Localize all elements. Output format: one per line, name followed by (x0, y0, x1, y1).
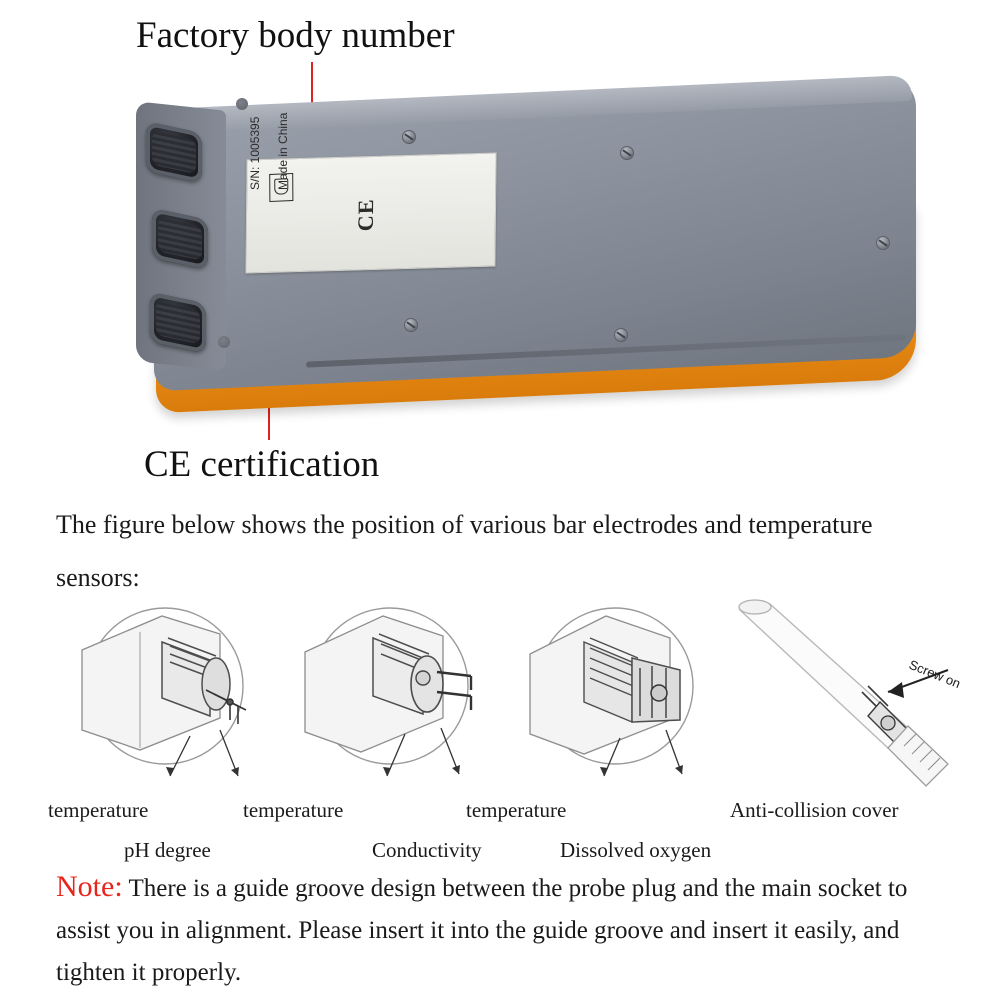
serial-number-text: S/N: 1005395 (248, 116, 262, 190)
screw-icon (876, 236, 890, 250)
ph-probe-diagram (70, 598, 260, 788)
socket-thread-ring (156, 301, 200, 344)
housing-dimple (218, 336, 230, 348)
housing-dimple (236, 98, 248, 110)
screw-icon (402, 130, 416, 144)
caption-conductivity: Conductivity (372, 838, 482, 862)
caption-dissolved-oxygen: Dissolved oxygen (560, 838, 712, 862)
water-quality-meter-device (96, 86, 916, 406)
callout-factory-body-number: Factory body number (136, 15, 455, 56)
screw-on-annotation: Screw on (906, 656, 962, 692)
probe-socket-icon (146, 121, 202, 183)
note-label: Note: (56, 870, 123, 903)
callout-ce-certification: CE certification (144, 444, 380, 485)
conductivity-probe-diagram (295, 598, 485, 788)
probe-socket-icon (152, 208, 208, 270)
screw-icon (620, 146, 634, 160)
device-connector-face (136, 101, 226, 370)
caption-temperature-1: temperature (48, 798, 149, 822)
note-block (56, 866, 956, 994)
probe-diagram-row (40, 598, 970, 798)
caption-temperature-3: temperature (466, 798, 567, 822)
screw-icon (404, 318, 418, 332)
caption-ph-degree: pH degree (124, 838, 211, 862)
dissolved-oxygen-probe-diagram (520, 598, 710, 788)
note-body: There is a guide groove design between the probe plug and the main socket to assist you in alignment. Please insert it into the guide groove and insert it easily, and tighten it properly. (56, 875, 908, 986)
origin-text: Made in China (276, 112, 290, 190)
product-photo (0, 0, 1000, 492)
screw-icon (614, 328, 628, 342)
caption-temperature-2: temperature (243, 798, 344, 822)
anti-collision-cover-diagram (712, 596, 962, 786)
caption-anti-collision-cover: Anti-collision cover (730, 798, 899, 822)
socket-thread-ring (152, 131, 196, 174)
socket-thread-ring (158, 217, 202, 260)
intro-paragraph: The figure below shows the position of various bar electrodes and temperature sensors: (56, 510, 873, 592)
probe-socket-icon (150, 292, 206, 354)
ce-mark-label: CE (352, 198, 379, 232)
